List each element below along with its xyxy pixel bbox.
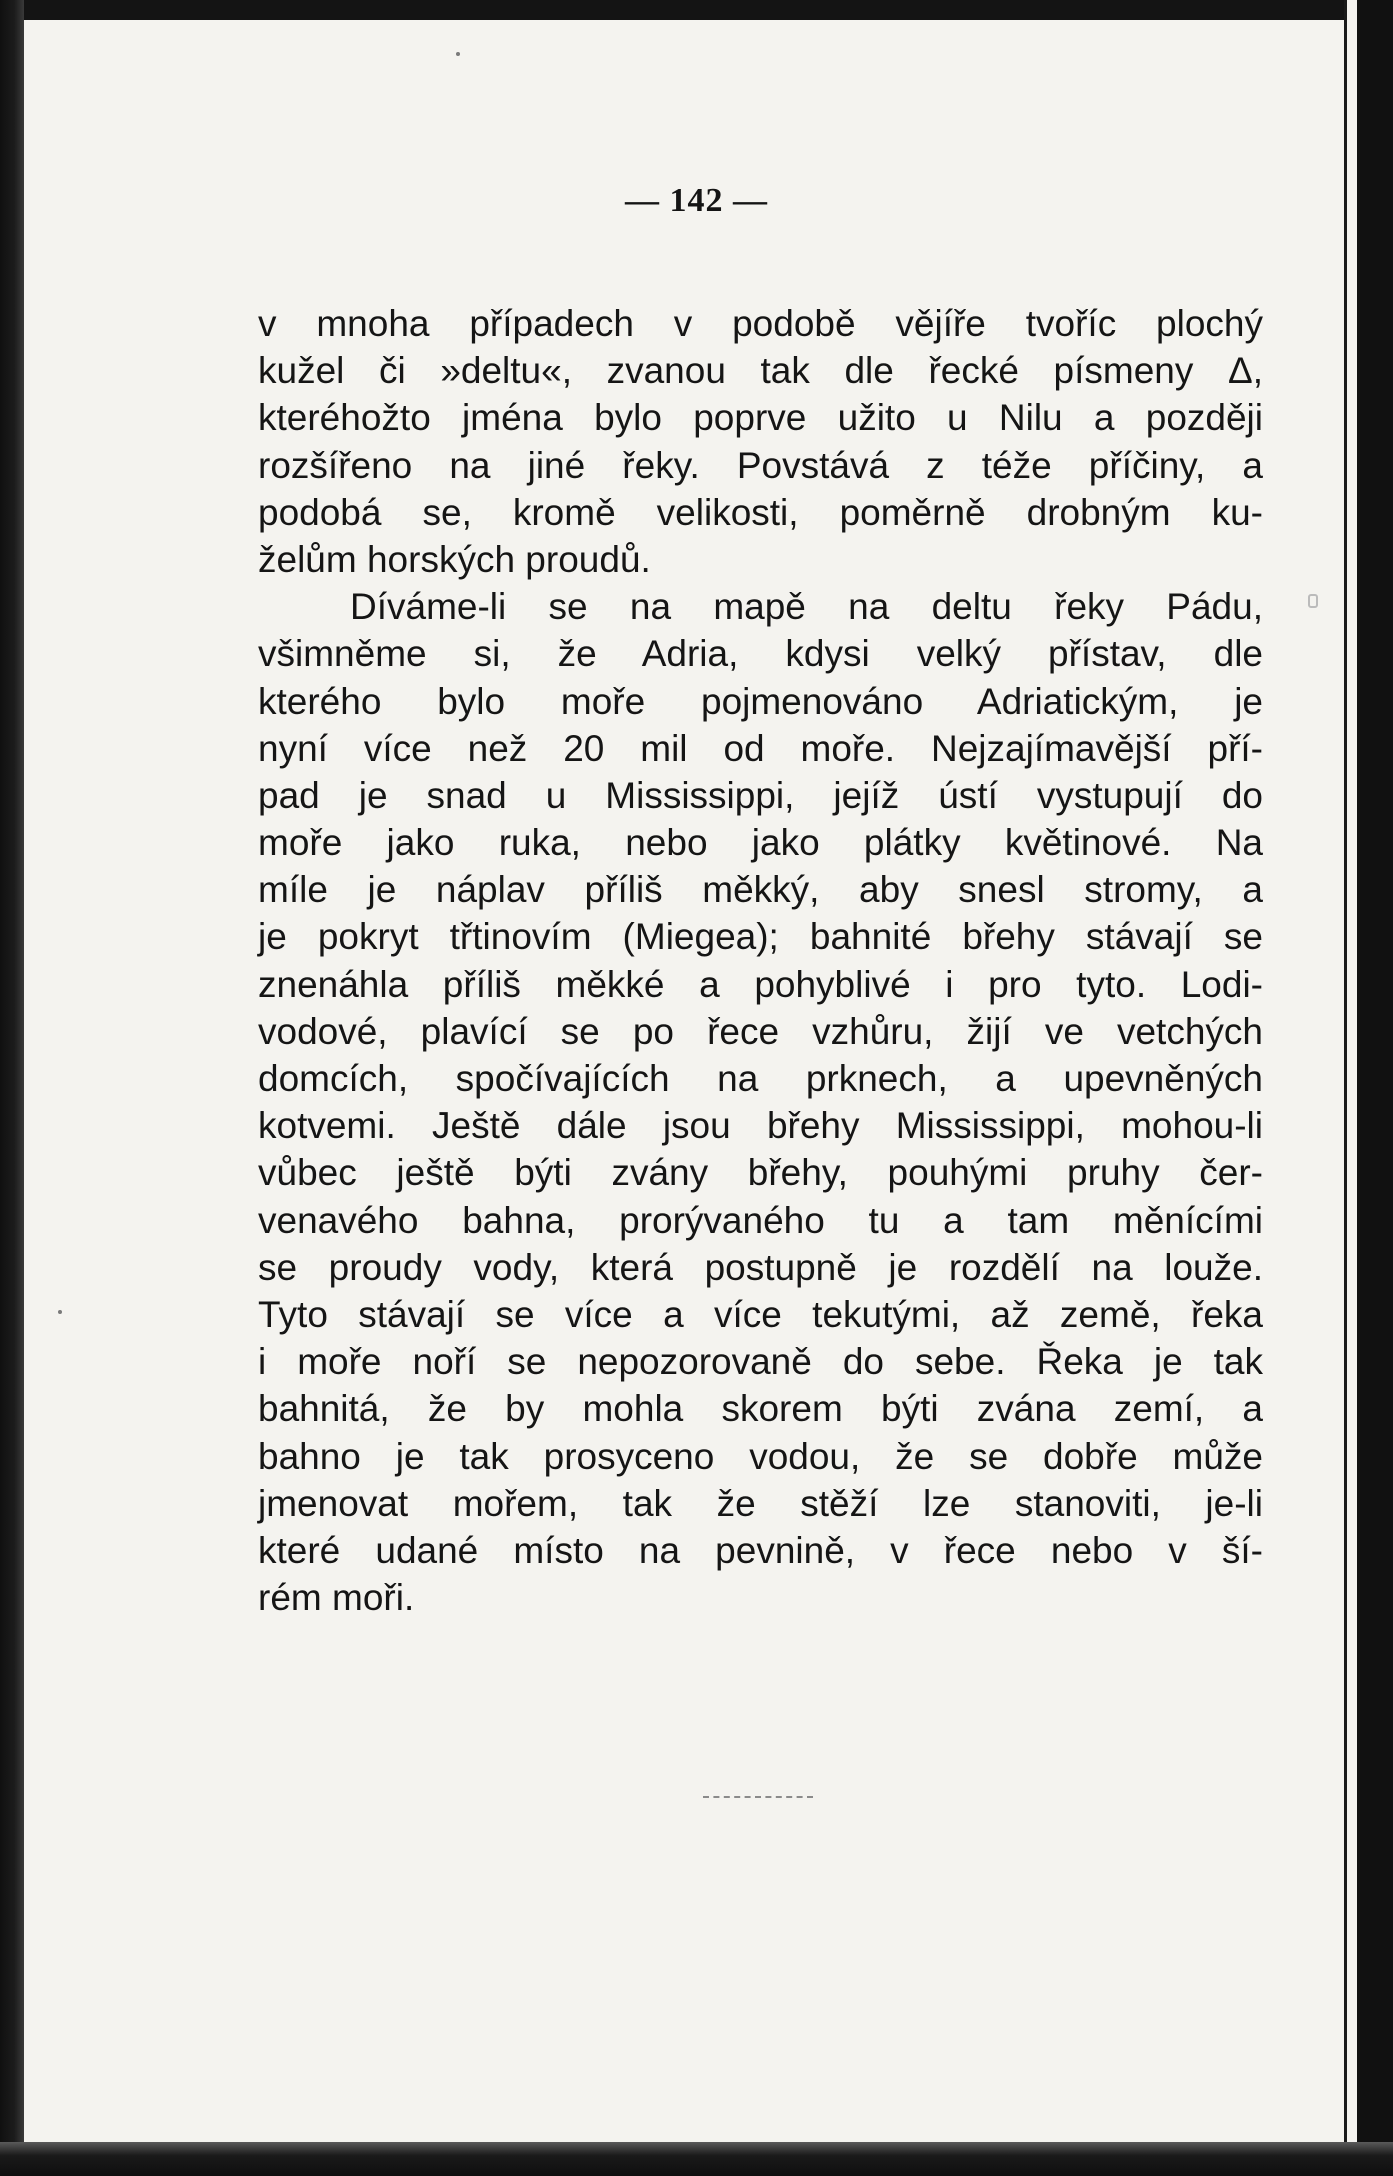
text-line: se proudy vody, která postupně je rozdělí na louže. [258,1246,1263,1288]
text-line: v mnoha případech v podobě vějíře tvoříc plochý [258,303,1263,344]
scan-edge-left [0,0,24,2176]
body-text [258,300,1263,1621]
text-line: jmenovat mořem, tak že stěží lze stanoviti, je-li [258,1482,1263,1524]
text-line: rém moři. [258,1577,415,1619]
scan-speck [1308,594,1318,608]
text-line: které udané místo na pevnině, v řece nebo v ší- [258,1529,1263,1571]
scan-edge-right [1357,0,1393,2176]
text-line: bahnitá, že by mohla skorem býti zvána zemí, a [258,1388,1263,1430]
scan-speck [456,52,460,56]
section-end-rule [703,1796,813,1798]
text-line: je pokryt třtinovím (Miegea); bahnité břehy stávají se [258,916,1263,958]
text-line: pad je snad u Mississippi, jejíž ústí vystupují do [258,774,1263,816]
text-line: venavého bahna, prorývaného tu a tam měnícími [258,1199,1263,1241]
text-line: želům horských proudů. [258,538,651,580]
scan-edge-bottom [0,2142,1393,2176]
text-line: i moře noří se nepozorovaně do sebe. Řeka je tak [258,1341,1263,1383]
text-line: Tyto stávají se více a více tekutými, až země, řeka [258,1293,1263,1335]
text-line: znenáhla příliš měkké a pohyblivé i pro tyto. Lodi- [258,963,1263,1005]
page-number: — 142 — [625,182,768,219]
text-line: moře jako ruka, nebo jako plátky květinové. Na [258,822,1263,864]
text-line: kterého bylo moře pojmenováno Adriatickým, je [258,680,1263,722]
text-line: kužel či »deltu«, zvanou tak dle řecké písmeny Δ, [258,350,1263,392]
scan-edge-right-gap [1344,0,1357,2176]
text-line: bahno je tak prosyceno vodou, že se dobře může [258,1435,1263,1477]
text-line: míle je náplav příliš měkký, aby snesl stromy, a [258,869,1263,911]
scan-edge-top [0,0,1393,20]
text-line: Díváme-li se na mapě na deltu řeky Pádu, [350,586,1263,628]
text-line: kteréhožto jména bylo poprve užito u Nilu a později [258,397,1263,439]
scan-speck [58,1310,62,1314]
text-line: podobá se, kromě velikosti, poměrně drobným ku- [258,491,1263,533]
text-line: vodové, plavící se po řece vzhůru, žijí ve vetchých [258,1010,1263,1052]
text-line: všimněme si, že Adria, kdysi velký přístav, dle [258,633,1263,675]
text-line: nyní více než 20 mil od moře. Nejzajímavější pří- [258,727,1263,769]
text-line: rozšířeno na jiné řeky. Povstává z téže příčiny, a [258,444,1263,486]
text-line: vůbec ještě býti zvány břehy, pouhými pruhy čer- [258,1152,1263,1194]
text-line: kotvemi. Ještě dále jsou břehy Mississippi, mohou-li [258,1105,1263,1147]
text-line: domcích, spočívajících na prknech, a upevněných [258,1058,1263,1099]
